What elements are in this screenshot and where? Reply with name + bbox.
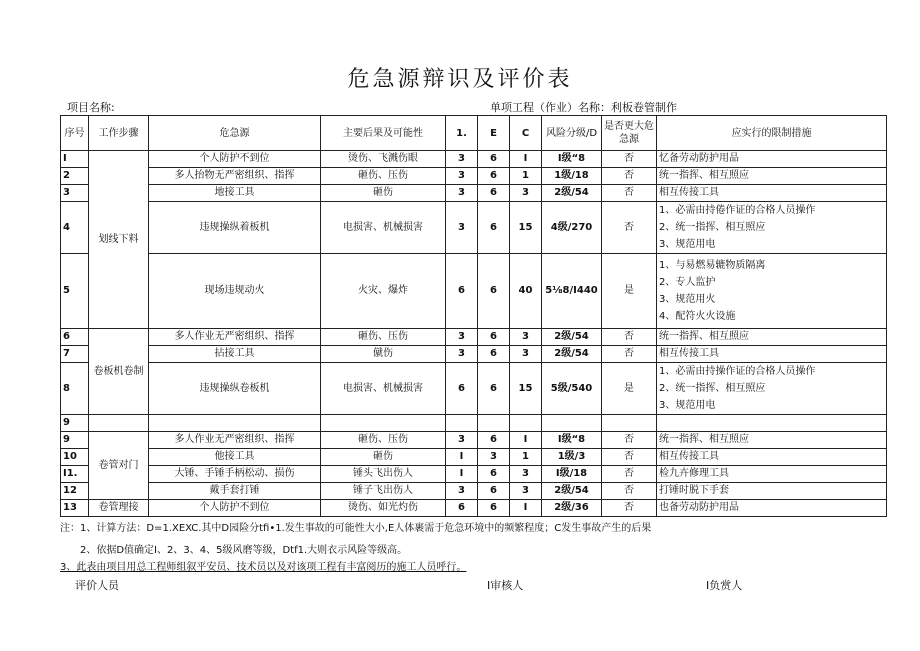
e-value: 3 [478,449,510,466]
c-value: 3 [510,346,542,363]
major-hazard-flag [602,415,657,432]
l-value: 3 [446,185,478,202]
l-value: 6 [446,363,478,415]
measures-cell [657,415,887,432]
table-row [61,449,887,466]
header-l: 1. [446,116,478,151]
risk-level [542,415,602,432]
hazard-cell: 多人作业无严密组织、指挥 [149,329,321,346]
e-value: 6 [478,168,510,185]
responsible-label: I负赏人 [706,579,743,592]
measure-item: 3、规范用火 [659,294,716,305]
measure-item: 2、专人监护 [659,277,716,288]
reviewer-label: I审核人 [487,579,524,592]
row-number: I1. [61,466,89,483]
measure-item: 1、必需由持倦作证的合格人员操作 [659,205,816,216]
measure-item: 统一指挥、相互照应 [659,434,749,445]
measure-item: 相互传接工具 [659,187,719,198]
hazard-cell: 违规操纵卷板机 [149,363,321,415]
major-hazard-flag: 是 [602,254,657,329]
hazard-cell: 戴手套打锤 [149,483,321,500]
e-value: 6 [478,346,510,363]
c-value: 15 [510,202,542,254]
hazard-cell: 现场违规动火 [149,254,321,329]
l-value: I [446,466,478,483]
note-3: 3、此表由项目用总工程师组叙平安员、技术员以及对该项工程有丰富阅历的施工人员呼行。 [60,562,467,573]
risk-level: 1级/18 [542,168,602,185]
e-value: 6 [478,329,510,346]
measure-item: 打锤时脱下手套 [659,485,729,496]
header-e: E [478,116,510,151]
risk-level: 2级/54 [542,329,602,346]
row-number: 10 [61,449,89,466]
measures-cell [657,363,887,415]
table-row [61,168,887,185]
e-value: 6 [478,466,510,483]
row-number: 7 [61,346,89,363]
header-consequence: 主要后果及可能性 [321,116,446,151]
row-number: 9 [61,432,89,449]
consequence-cell: 砸伤、压伤 [321,432,446,449]
table-row [61,432,887,449]
consequence-cell: 砸伤、压伤 [321,329,446,346]
header-measures: 应实行的限制措施 [657,116,887,151]
sub-project-name: 单项工程（作业）名称：利板卷管制作 [490,101,677,114]
measures-cell [657,329,887,346]
major-hazard-flag: 否 [602,483,657,500]
hazard-cell: 拈接工具 [149,346,321,363]
row-number: 5 [61,254,89,329]
table-header-row [61,116,887,151]
major-hazard-flag: 否 [602,449,657,466]
e-value: 6 [478,202,510,254]
risk-level: 1级/3 [542,449,602,466]
measure-item: 检九卉修理工具 [659,468,729,479]
consequence-cell: 砸伤、压伤 [321,168,446,185]
measure-item: 1、必需由持操作证的合格人员操作 [659,366,816,377]
e-value: 6 [478,363,510,415]
e-value: 6 [478,483,510,500]
row-number: 9 [61,415,89,432]
measure-item: 1、与易燃易辘物质隔离 [659,260,766,271]
table-row [61,483,887,500]
c-value: I [510,151,542,168]
risk-level: 5⅛8/I440 [542,254,602,329]
measure-item: 2、统一指挥、相互照应 [659,383,766,394]
work-step [89,415,149,432]
l-value: 3 [446,329,478,346]
risk-level: 2级/36 [542,500,602,517]
table-row [61,466,887,483]
row-number: 13 [61,500,89,517]
page-title: 危急源辩识及评价表 [347,67,573,92]
table-row [61,363,887,415]
header-step: 工作步骤 [89,116,149,151]
risk-level: I级“8 [542,151,602,168]
c-value [510,415,542,432]
l-value: 3 [446,151,478,168]
major-hazard-flag: 否 [602,432,657,449]
l-value: 3 [446,346,478,363]
measures-cell [657,185,887,202]
work-step: 卷管理接 [89,500,149,517]
major-hazard-flag: 否 [602,151,657,168]
measures-cell [657,449,887,466]
table-row [61,254,887,329]
major-hazard-flag: 否 [602,346,657,363]
row-number: 6 [61,329,89,346]
major-hazard-flag: 否 [602,500,657,517]
note-2: 2、依据D值确定I、2、3、4、5级风磨等级，Dtf1.大则衣示风险等级高。 [80,545,408,556]
consequence-cell: 烫伤、飞溅伤眼 [321,151,446,168]
c-value: 40 [510,254,542,329]
major-hazard-flag: 是 [602,363,657,415]
row-number: 12 [61,483,89,500]
evaluator-label: 评价人员 [75,579,119,592]
major-hazard-flag: 否 [602,202,657,254]
measure-item: 也备劳动防护用品 [659,502,739,513]
work-step: 划线下料 [89,151,149,329]
l-value: 3 [446,483,478,500]
consequence-cell: 砸伤 [321,185,446,202]
measures-cell [657,254,887,329]
l-value: I [446,449,478,466]
measure-item: 相互传接工具 [659,451,719,462]
e-value [478,415,510,432]
risk-level: 2级/54 [542,185,602,202]
header-c: C [510,116,542,151]
row-number: I [61,151,89,168]
consequence-cell: 火灾、爆炸 [321,254,446,329]
header-no: 序号 [61,116,89,151]
l-value: 3 [446,202,478,254]
row-number: 2 [61,168,89,185]
c-value: 3 [510,466,542,483]
risk-level: 2级/54 [542,346,602,363]
risk-level: I级/18 [542,466,602,483]
consequence-cell [321,415,446,432]
hazard-cell: 个人防护不到位 [149,151,321,168]
major-hazard-flag: 否 [602,466,657,483]
measure-item: 3、规范用电 [659,239,716,250]
measure-item: 忆备劳动防护用品 [659,153,739,164]
work-step: 卷板机卷制 [89,329,149,415]
l-value [446,415,478,432]
risk-level: I级“8 [542,432,602,449]
hazard-cell: 地接工具 [149,185,321,202]
c-value: 1 [510,449,542,466]
e-value: 6 [478,254,510,329]
measure-item: 3、规范用电 [659,400,716,411]
major-hazard-flag: 否 [602,329,657,346]
l-value: 3 [446,432,478,449]
consequence-cell: 砸伤 [321,449,446,466]
hazard-cell [149,415,321,432]
measure-item: 4、配符火火设施 [659,311,736,322]
measures-cell [657,346,887,363]
table-row [61,185,887,202]
l-value: 3 [446,168,478,185]
measure-item: 统一指挥、相互照应 [659,331,749,342]
consequence-cell: 锤子飞出伤人 [321,483,446,500]
c-value: 3 [510,185,542,202]
table-row [61,500,887,517]
c-value: 1 [510,168,542,185]
measures-cell [657,466,887,483]
table-row [61,151,887,168]
row-number: 8 [61,363,89,415]
consequence-cell: 电损害、机械损害 [321,202,446,254]
measures-cell [657,483,887,500]
measures-cell [657,168,887,185]
hazard-cell: 违规操纵着板机 [149,202,321,254]
consequence-cell: 锤头飞出伤人 [321,466,446,483]
hazard-cell: 多人抬物无严密组织、指挥 [149,168,321,185]
c-value: 3 [510,329,542,346]
c-value: I [510,500,542,517]
measure-item: 2、统一指挥、相互照应 [659,222,766,233]
project-name-label: 项目名称: [67,101,115,114]
e-value: 6 [478,500,510,517]
e-value: 6 [478,432,510,449]
l-value: 6 [446,254,478,329]
e-value: 6 [478,185,510,202]
measures-cell [657,500,887,517]
note-1: 注：1、计算方法：D=1.XEXC.其中D园险分tfi•1.发生事故的可能性大小,E人体裹需于危急环境中的频繁程度；C发生事故产生的后果 [60,523,652,534]
hazard-cell: 他接工具 [149,449,321,466]
hazard-table [60,115,887,517]
hazard-cell: 个人防护不到位 [149,500,321,517]
row-number: 3 [61,185,89,202]
measure-item: 相互传接工具 [659,348,719,359]
e-value: 6 [478,151,510,168]
consequence-cell: 僦伤 [321,346,446,363]
hazard-cell: 多人作业无严密组织、指挥 [149,432,321,449]
measures-cell [657,202,887,254]
major-hazard-flag: 否 [602,168,657,185]
risk-level: 2级/54 [542,483,602,500]
c-value: I [510,432,542,449]
risk-level: 4级/270 [542,202,602,254]
header-major: 是否更大危急源 [602,116,657,151]
measures-cell [657,432,887,449]
table-row [61,329,887,346]
c-value: 15 [510,363,542,415]
consequence-cell: 烫伤、如光灼伤 [321,500,446,517]
l-value: 6 [446,500,478,517]
hazard-cell: 大锤、手锤手柄松动、损伤 [149,466,321,483]
work-step: 卷管对门 [89,432,149,500]
table-row [61,202,887,254]
measure-item: 统一指挥、相互照应 [659,170,749,181]
measures-cell [657,151,887,168]
row-number: 4 [61,202,89,254]
header-hazard: 危急源 [149,116,321,151]
c-value: 3 [510,483,542,500]
major-hazard-flag: 否 [602,185,657,202]
header-d: 风险分级/D [542,116,602,151]
consequence-cell: 电损害、机械损害 [321,363,446,415]
table-row [61,415,887,432]
table-row [61,346,887,363]
risk-level: 5级/540 [542,363,602,415]
